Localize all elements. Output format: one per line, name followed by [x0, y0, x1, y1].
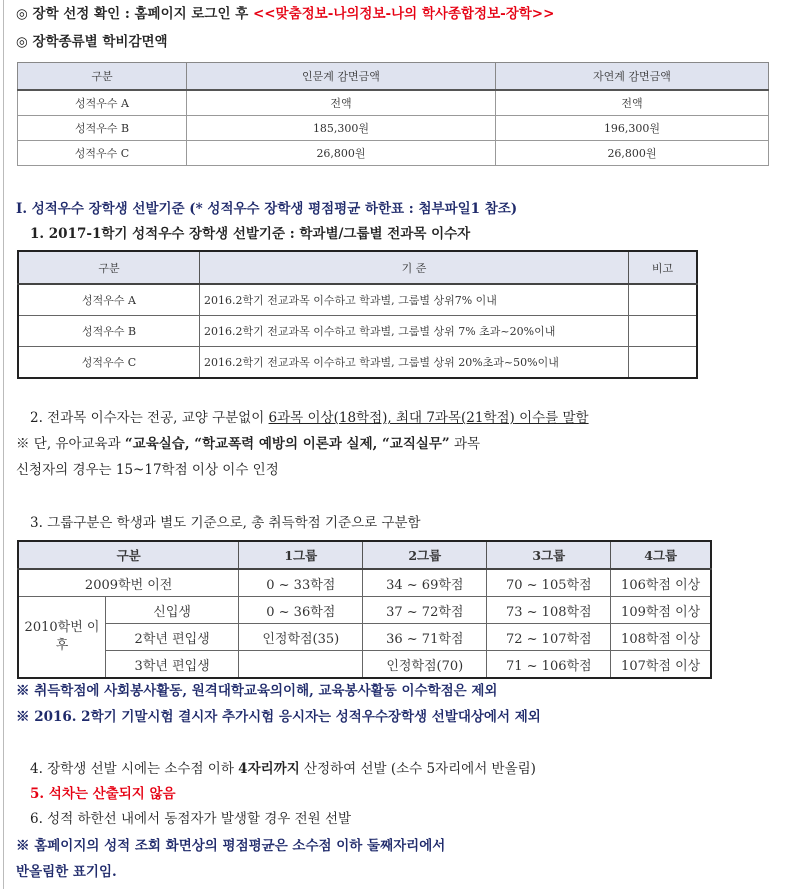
scholarship-check-line	[16, 4, 554, 24]
section1-title: Ⅰ. 성적우수 장학생 선발기준 (* 성적우수 장학생 평점평균 하한표 : 첨부파일1 참조)	[16, 201, 518, 217]
table-cell: 34 ~ 69학점	[363, 569, 487, 597]
table-cell: 70 ~ 105학점	[487, 569, 611, 597]
table-cell	[629, 347, 698, 379]
header-cell: 인문계 감면금액	[187, 63, 496, 91]
table-cell: 전액	[496, 90, 769, 116]
check-prefix: ◎ 장학 선정 확인 : 홈페이지 로그인 후	[16, 6, 253, 22]
table-cell: 2016.2학기 전교과목 이수하고 학과별, 그룹별 상위 7% 초과~20%이내	[200, 316, 629, 347]
table-row	[18, 116, 769, 141]
header-cell: 2그룹	[363, 541, 487, 569]
header-cell: 구분	[18, 63, 187, 91]
table-cell: 106학점 이상	[611, 569, 711, 597]
group-table	[17, 540, 712, 679]
table-cell: 108학점 이상	[611, 624, 711, 651]
table-cell	[239, 651, 363, 679]
table-cell: 73 ~ 108학점	[487, 597, 611, 624]
table-row	[18, 651, 711, 679]
table-cell: 72 ~ 107학점	[487, 624, 611, 651]
table-row	[18, 316, 697, 347]
item2-line	[30, 408, 589, 428]
reduction-title: ◎ 장학종류별 학비감면액	[16, 34, 168, 50]
item4-line	[30, 759, 536, 779]
table-cell: 2016.2학기 전교과목 이수하고 학과별, 그룹별 상위 20%초과~50%이내	[200, 347, 629, 379]
table-cell: 성적우수 A	[18, 284, 200, 316]
table-cell: 71 ~ 106학점	[487, 651, 611, 679]
header-cell: 기 준	[200, 251, 629, 284]
table-header-row	[18, 63, 769, 91]
item2-note-a: ※ 단, 유아교육과	[16, 436, 125, 452]
table-cell: 37 ~ 72학점	[363, 597, 487, 624]
item2-note-courses: “교육실습, “학교폭력 예방의 이론과 실제, “교직실무”	[124, 436, 450, 452]
table-cell: 인정학점(35)	[239, 624, 363, 651]
item2-text-underlined: 6과목 이상(18학점), 최대 7과목(21학점)	[268, 410, 515, 426]
table-row	[18, 90, 769, 116]
table-cell: 전액	[187, 90, 496, 116]
table-cell: 0 ~ 36학점	[239, 597, 363, 624]
table-cell: 196,300원	[496, 116, 769, 141]
table-cell: 26,800원	[496, 141, 769, 166]
table-cell: 인정학점(70)	[363, 651, 487, 679]
criteria-table	[17, 250, 698, 379]
table-row	[18, 624, 711, 651]
page-border-line	[3, 0, 4, 889]
table-cell: 성적우수 A	[18, 90, 187, 116]
item2-note2: 신청자의 경우는 15~17학점 이상 이수 인정	[16, 462, 279, 478]
table-cell-2010-group: 2010학번 이후	[18, 597, 106, 679]
table-header-row	[18, 541, 711, 569]
item4-text-a: 4. 장학생 선발 시에는 소수점 이하	[30, 761, 239, 777]
item4-text-c: 산정하여 선발 (소수 5자리에서 반올림)	[299, 761, 536, 777]
item2-note-c: 과목	[449, 436, 481, 452]
item4-text-bold: 4자리까지	[238, 761, 300, 777]
table-cell: 성적우수 B	[18, 116, 187, 141]
note-makeup-exam: ※ 2016. 2학기 기말시험 결시자 추가시험 응시자는 성적우수장학생 선발대상에서 제외	[16, 709, 541, 725]
check-path: <<맞춤정보-나의정보-나의 학사종합정보-장학>>	[252, 6, 555, 22]
item3-line: 3. 그룹구분은 학생과 별도 기준으로, 총 취득학점 기준으로 구분함	[30, 515, 421, 531]
item6-line: 6. 성적 하한선 내에서 동점자가 발생할 경우 전원 선발	[30, 811, 352, 827]
note-excluded-credits: ※ 취득학점에 사회봉사활동, 원격대학교육의이해, 교육봉사활동 이수학점은 제외	[16, 683, 498, 699]
table-cell: 신입생	[106, 597, 239, 624]
header-cell: 1그룹	[239, 541, 363, 569]
final-note-line2: 반올림한 표기임.	[16, 864, 117, 880]
header-cell: 구분	[18, 541, 239, 569]
final-note-line1: ※ 홈페이지의 성적 조회 화면상의 평점평균은 소수점 이하 둘째자리에서	[16, 838, 446, 854]
table-cell: 107학점 이상	[611, 651, 711, 679]
item2-text-a: 2. 전과목 이수자는 전공, 교양 구분없이	[30, 410, 269, 426]
table-cell: 36 ~ 71학점	[363, 624, 487, 651]
table-cell: 26,800원	[187, 141, 496, 166]
table-row	[18, 284, 697, 316]
table-row	[18, 569, 711, 597]
table-cell: 2009학번 이전	[18, 569, 239, 597]
table-cell: 0 ~ 33학점	[239, 569, 363, 597]
table-cell	[629, 284, 698, 316]
item5-line: 5. 석차는 산출되지 않음	[30, 786, 176, 802]
table-cell: 성적우수 C	[18, 141, 187, 166]
header-cell: 구분	[18, 251, 200, 284]
table-cell: 2학년 편입생	[106, 624, 239, 651]
header-cell: 자연계 감면금액	[496, 63, 769, 91]
table-cell: 185,300원	[187, 116, 496, 141]
header-cell: 비고	[629, 251, 698, 284]
table-row	[18, 141, 769, 166]
table-cell: 성적우수 C	[18, 347, 200, 379]
table-row	[18, 347, 697, 379]
header-cell: 3그룹	[487, 541, 611, 569]
table-cell: 3학년 편입생	[106, 651, 239, 679]
item2-text-c: 이수를 말함	[514, 410, 589, 426]
table-cell: 성적우수 B	[18, 316, 200, 347]
header-cell: 4그룹	[611, 541, 711, 569]
table-cell: 2016.2학기 전교과목 이수하고 학과별, 그룹별 상위7% 이내	[200, 284, 629, 316]
item2-note-line	[16, 434, 480, 454]
table-cell: 109학점 이상	[611, 597, 711, 624]
section1-item1: 1. 2017-1학기 성적우수 장학생 선발기준 : 학과별/그룹별 전과목 이수자	[30, 226, 471, 242]
table-header-row	[18, 251, 697, 284]
reduction-table	[17, 62, 769, 166]
table-row	[18, 597, 711, 624]
table-cell	[629, 316, 698, 347]
